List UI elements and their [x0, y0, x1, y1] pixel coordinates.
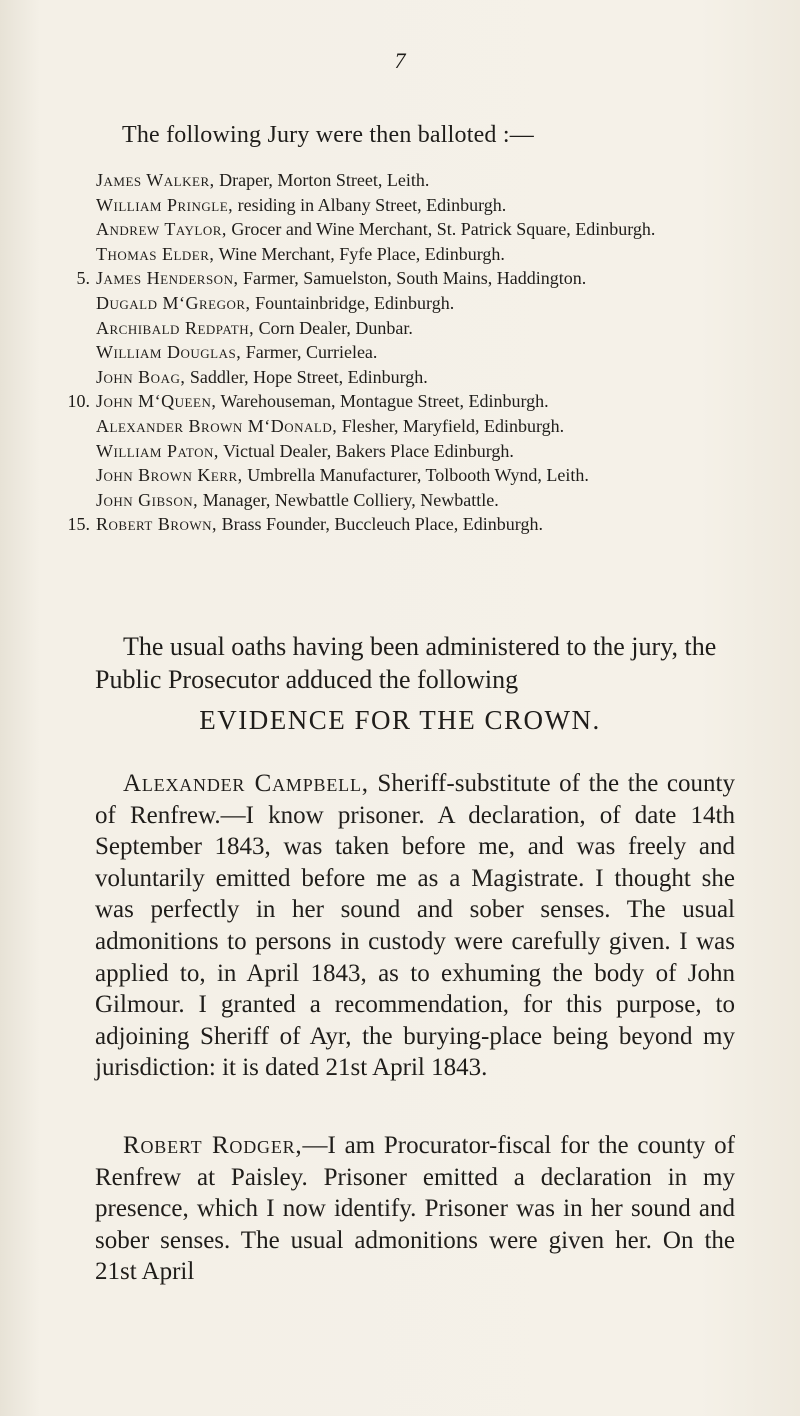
juror-name: Dugald M‘Gregor,: [96, 292, 251, 313]
juror-name: William Paton,: [96, 440, 219, 461]
jury-member: [64, 291, 724, 316]
testimony-text: —I am Procurator-fiscal for the county of Renfrew at Paisley. Prisoner emitted a declaration in my presence, which I now identify. Prisoner was in her sound and sober senses. The usual admonitions were given her. On the 21st April: [95, 1132, 735, 1286]
jury-member: [64, 266, 724, 291]
jury-number: 5.: [76, 268, 90, 289]
testimony-text: Sheriff-substitute of the the county of Renfrew.—I know prisoner. A declaration, of date 14th September 1843, was taken before me, and was freely and voluntarily emitted before me as a Magistrate. I thought she was perfectly in her sound and sober senses. The usual admonitions to persons in custody were carefully given. I was applied to, in April 1843, as to exhuming the body of John Gilmour. I granted a recommendation, for this purpose, to adjoining Sheriff of Ayr, the burying-place being beyond my jurisdiction: it is dated 21st April 1843.: [95, 770, 735, 1082]
jury-member: [64, 463, 724, 488]
oath-paragraph: The usual oaths having been administered to the jury, the Public Prosecutor adduced the following: [95, 632, 717, 694]
juror-details: Corn Dealer, Dunbar.: [254, 317, 413, 338]
jury-number: 10.: [67, 391, 90, 412]
witness-name: Robert Rodger,: [123, 1132, 303, 1159]
juror-name: William Pringle,: [96, 194, 234, 215]
juror-details: Saddler, Hope Street, Edinburgh.: [185, 366, 428, 387]
jury-member: [64, 242, 724, 267]
jury-member: [64, 193, 724, 218]
juror-name: Andrew Taylor,: [96, 219, 227, 240]
juror-name: John Gibson,: [96, 489, 199, 510]
juror-name: Thomas Elder,: [96, 243, 215, 264]
jury-member: [64, 316, 724, 341]
juror-name: Alexander Brown M‘Donald,: [96, 415, 338, 436]
witness-testimony: [95, 1130, 735, 1288]
jury-member: [64, 340, 724, 365]
jury-member: [64, 389, 724, 414]
page-number: 7: [394, 48, 406, 73]
jury-member: [64, 439, 724, 464]
jury-number: 15.: [67, 514, 90, 535]
juror-name: John M‘Queen,: [96, 391, 217, 412]
juror-details: Farmer, Samuelston, South Mains, Haddington.: [238, 268, 587, 289]
jury-member: [64, 365, 724, 390]
juror-details: Draper, Morton Street, Leith.: [214, 170, 430, 190]
juror-name: John Brown Kerr,: [96, 465, 243, 486]
witness-name: Alexander Campbell,: [123, 770, 369, 797]
jury-member: [64, 168, 724, 193]
juror-details: Grocer and Wine Merchant, St. Patrick Square, Edinburgh.: [226, 219, 656, 240]
juror-details: residing in Albany Street, Edinburgh.: [233, 194, 507, 215]
juror-name: James Walker,: [96, 170, 215, 190]
juror-name: William Douglas,: [96, 342, 242, 363]
jury-member: [64, 512, 724, 537]
section-heading: EVIDENCE FOR THE CROWN.: [199, 705, 601, 735]
juror-name: Robert Brown,: [96, 514, 218, 535]
jury-intro: The following Jury were then balloted :—: [122, 122, 534, 148]
witness-testimony: [95, 768, 735, 1084]
jury-member: [64, 488, 724, 513]
juror-name: James Henderson,: [96, 268, 239, 289]
jury-member: [64, 217, 724, 242]
juror-details: Warehouseman, Montague Street, Edinburgh.: [216, 391, 549, 412]
juror-name: Archibald Redpath,: [96, 317, 255, 338]
juror-details: Flesher, Maryfield, Edinburgh.: [337, 415, 565, 436]
jury-member: [64, 414, 724, 439]
juror-details: Brass Founder, Buccleuch Place, Edinburgh.: [217, 514, 543, 535]
juror-details: Fountainbridge, Edinburgh.: [250, 292, 455, 313]
juror-name: John Boag,: [96, 366, 186, 387]
juror-details: Umbrella Manufacturer, Tolbooth Wynd, Leith.: [242, 465, 589, 486]
juror-details: Wine Merchant, Fyfe Place, Edinburgh.: [214, 243, 505, 264]
jury-list: [64, 168, 724, 537]
juror-details: Farmer, Currielea.: [241, 342, 378, 363]
juror-details: Manager, Newbattle Colliery, Newbattle.: [198, 489, 499, 510]
juror-details: Victual Dealer, Bakers Place Edinburgh.: [218, 440, 514, 461]
